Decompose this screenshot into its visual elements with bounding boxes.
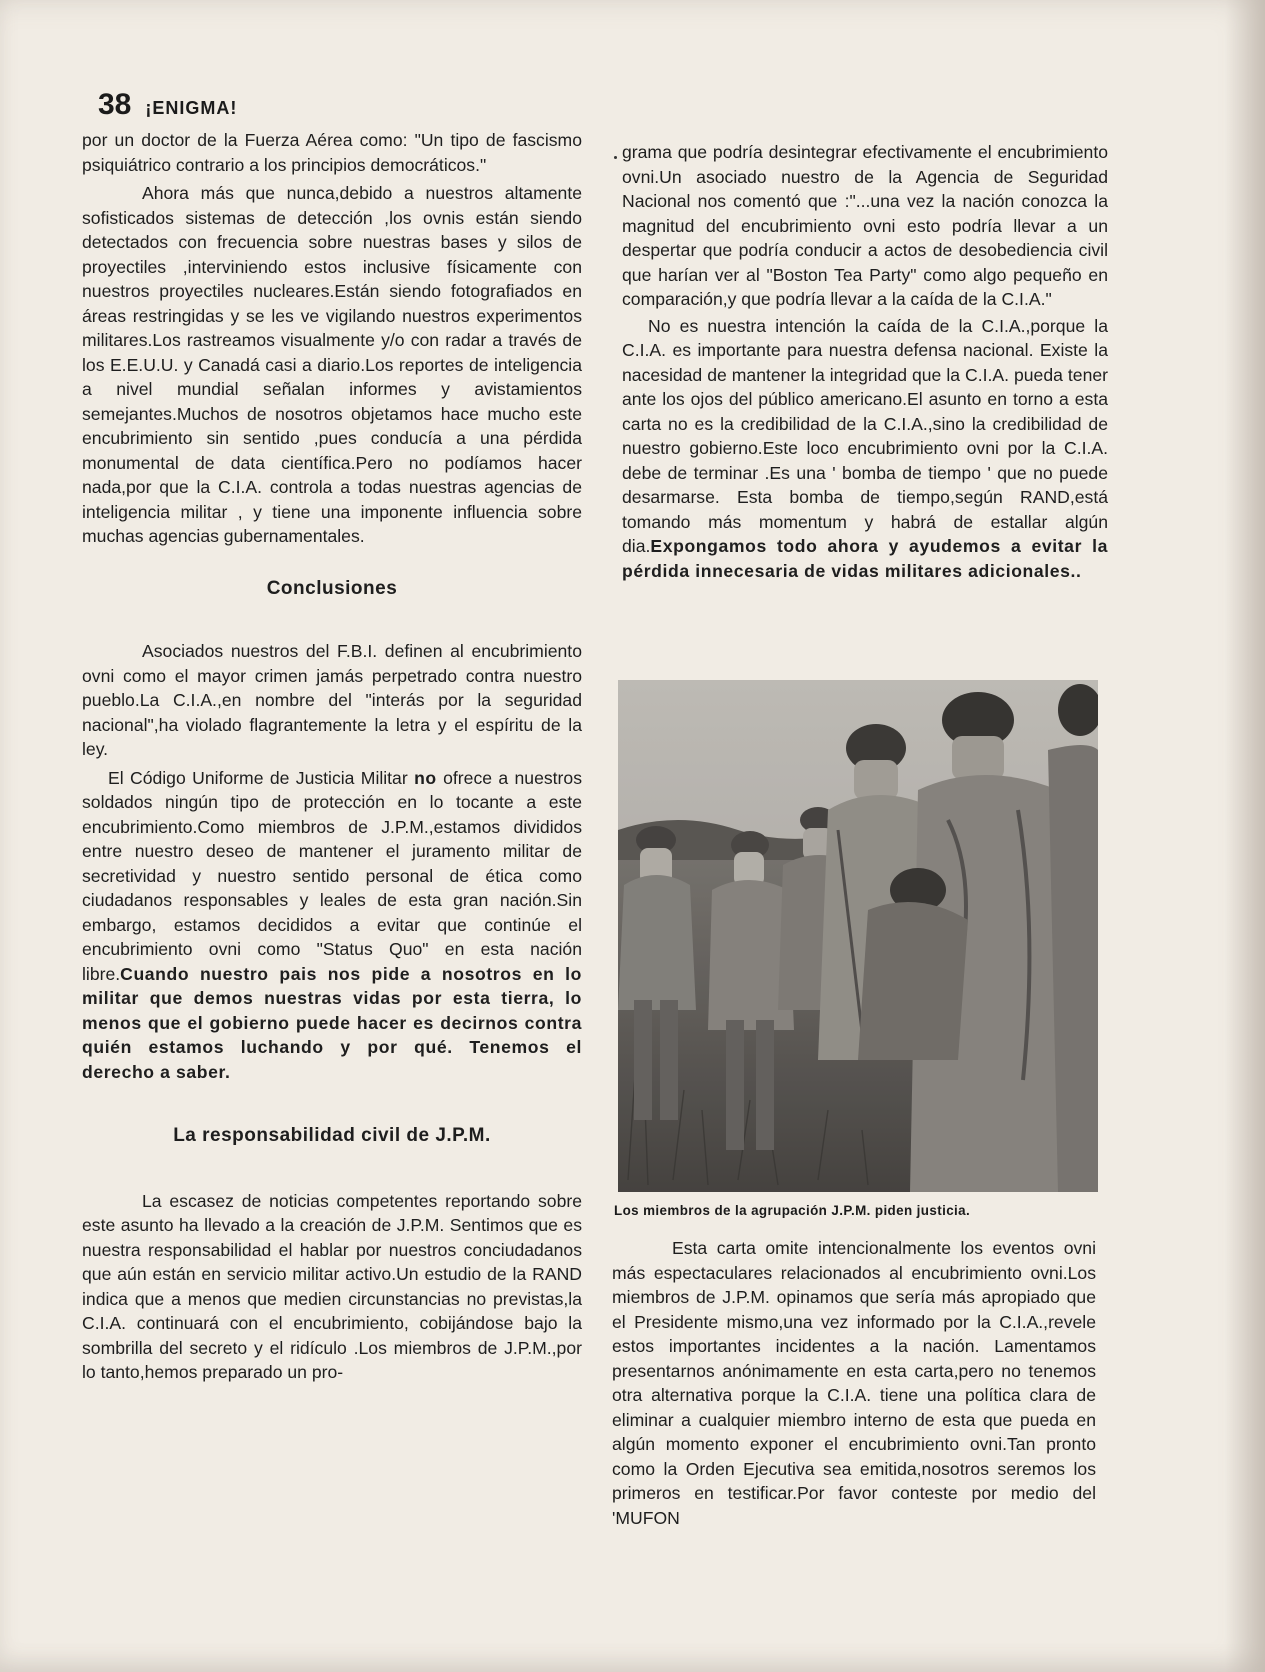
page-number: 38: [98, 88, 132, 121]
right-column-top: [622, 140, 1108, 583]
soldiers-photo-illustration: [618, 680, 1098, 1192]
stray-mark: [614, 156, 617, 159]
page-edge-shadow: [1225, 0, 1265, 1672]
paragraph: Asociados nuestros del F.B.I. definen al encubrimiento ovni como el mayor crimen jamás perpetrado contra nuestro pueblo.La C.I.A.,en nombre del "interás por la seguridad nacional",ha violado flagrantemente la letra y el espíritu de la ley.: [82, 641, 582, 759]
bold-statement: Expongamos todo ahora y ayudemos a evitar la pérdida innecesaria de vidas militares adicionales..: [622, 536, 1108, 581]
text-run: ofrece a nuestros soldados ningún tipo de protección en lo tocante a este encubrimiento.Como miembros de J.P.M.,estamos divididos entre nuestro deseo de mantener el juramento militar de secretividad y nuestro sentido personal de ética como ciudadanos responsables y leales de esta gran nación.Sin embargo, estamos decididos a evitar que continúe el encubrimiento ovni como "Status Quo" en esta nación libre.: [82, 767, 582, 984]
paragraph: [82, 766, 582, 1085]
left-column: [82, 128, 582, 1385]
emphasis: no: [414, 767, 437, 788]
text-run: El Código Uniforme de Justicia Militar: [108, 767, 415, 788]
page-header: [98, 88, 237, 122]
paragraph: grama que podría desintegrar efectivamente el encubrimiento ovni.Un asociado nuestro de la Agencia de Seguridad Nacional nos comentó que :"...una vez la nación conozca la magnitud del encubrimiento ovni esto podría llevar a un despertar que podría conducir a actos de desobediencia civil que harían ver al "Boston Tea Party" como algo pequeño en comparación,y que podría llevar a la caída de la C.I.A.": [622, 142, 1108, 309]
section-heading-responsabilidad: La responsabilidad civil de J.P.M.: [173, 1125, 491, 1146]
soldiers-photo: [618, 680, 1098, 1192]
paragraph: Esta carta omite intencionalmente los eventos ovni más espectaculares relacionados al encubrimiento ovni.Los miembros de J.P.M. opinamos que sería más apropiado que el Presidente mismo,una vez informado por la C.I.A.,revele estos importantes incidentes a la nación. Lamentamos presentarnos anónimamente en esta carta,pero no tenemos otra alternativa porque la C.I.A. tiene una política clara de eliminar a cualquier miembro interno de esta que pueda en algún momento exponer el encubrimiento ovni.Tan pronto como la Orden Ejecutiva sea emitida,nosotros seremos los primeros en testificar.Por favor conteste por medio del 'MUFON: [612, 1238, 1096, 1528]
section-heading-conclusiones: Conclusiones: [266, 577, 398, 599]
paragraph: [622, 314, 1108, 584]
text-run: No es nuestra intención la caída de la C.I.A.,porque la C.I.A. es importante para nuestra defensa nacional. Existe la nacesidad de mantener la integridad que la C.I.A. pueda tener ante los ojos del público americano.El asunto en torno a esta carta no es la credibilidad de la C.I.A.,sino la credibilidad de nuestro gobierno.Este loco encubrimiento ovni por la C.I.A. debe de terminar .Es una ' bomba de tiempo ' que no puede desarmarse. Esta bomba de tiempo,según RAND,está tomando más momentum y habrá de estallar algún dia.: [622, 315, 1108, 556]
paragraph: La escasez de noticias competentes reportando sobre este asunto ha llevado a la creación de J.P.M. Sentimos que es nuestra responsabilidad el hablar por nuestros conciudadanos que aún están en servicio militar activo.Un estudio de la RAND indica que a menos que medien circunstancias no previstas,la C.I.A. continuará con el encubrimiento, cobijándose bajo la sombrilla del secreto y el ridículo .Los miembros de J.P.M.,por lo tanto,hemos preparado un pro-: [82, 1190, 582, 1382]
right-column-bottom: [612, 1236, 1096, 1530]
paragraph: por un doctor de la Fuerza Aérea como: "Un tipo de fascismo psiquiátrico contrario a los principios democráticos.": [82, 130, 582, 175]
bold-statement: Cuando nuestro pais nos pide a nosotros en lo militar que demos nuestras vidas por esta tierra, lo menos que el gobierno puede hacer es decirnos contra quién estamos luchando y por qué. Tenemos el derecho a saber.: [82, 963, 582, 1082]
paragraph: Ahora más que nunca,debido a nuestros altamente sofisticados sistemas de detección ,los ovnis están siendo detectados con frecuencia sobre nuestras bases y silos de proyectiles ,interviniendo estos inclusive físicamente con nuestros proyectiles nucleares.Están siendo fotografiados en áreas restringidas y se les ve vigilando nuestros experimentos militares.Los rastreamos visualmente y/o con radar a través de los E.E.U.U. y Canadá casi a diario.Los reportes de inteligencia a nivel mundial señalan informes y avistamientos semejantes.Muchos de nosotros objetamos hace mucho este encubrimiento sin sentido ,pues conducía a una pérdida monumental de data científica.Pero no podíamos hacer nada,por que la C.I.A. controla a todas nuestras agencias de inteligencia militar , y tiene una imponente influencia sobre muchas agencias gubernamentales.: [82, 183, 582, 546]
photo-caption: Los miembros de la agrupación J.P.M. piden justicia.: [614, 1203, 971, 1218]
magazine-title: ¡ENIGMA!: [145, 98, 238, 118]
